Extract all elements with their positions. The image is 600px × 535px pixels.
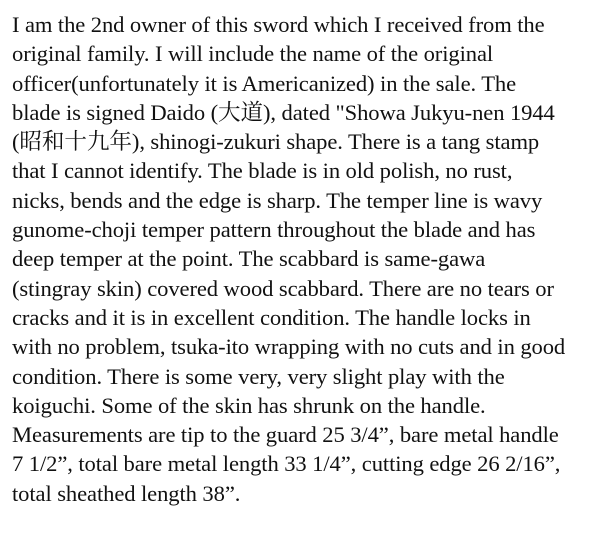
text-line: gunome-choji temper pattern throughout the blade and has xyxy=(12,217,536,243)
text-line: 7 1/2”, total bare metal length 33 1/4”, cutting edge 26 2/16”, xyxy=(12,451,561,477)
text-line: (昭和十九年), shinogi-zukuri shape. There is a tang stamp xyxy=(12,129,540,155)
text-line: that I cannot identify. The blade is in old polish, no rust, xyxy=(12,158,513,184)
text-line: officer(unfortunately it is Americanized) in the sale. The xyxy=(12,70,517,96)
text-line: condition. There is some very, very slight play with the xyxy=(12,363,505,389)
text-line: cracks and it is in excellent condition. The handle locks in xyxy=(12,304,531,330)
text-line: total sheathed length 38”. xyxy=(12,480,241,506)
text-line: blade is signed Daido (大道), dated "Showa Jukyu-nen 1944 xyxy=(12,99,555,125)
text-line: Measurements are tip to the guard 25 3/4”, bare metal handle xyxy=(12,422,559,448)
text-line: nicks, bends and the edge is sharp. The temper line is wavy xyxy=(12,187,543,213)
text-line: with no problem, tsuka-ito wrapping with no cuts and in good xyxy=(12,334,566,360)
text-line: original family. I will include the name of the original xyxy=(12,41,494,67)
text-line: koiguchi. Some of the skin has shrunk on the handle. xyxy=(12,392,486,418)
text-line: deep temper at the point. The scabbard is same-gawa xyxy=(12,246,486,272)
text-line: (stingray skin) covered wood scabbard. There are no tears or xyxy=(12,275,554,301)
document-body xyxy=(12,10,596,508)
text-line: I am the 2nd owner of this sword which I received from the xyxy=(12,12,545,37)
